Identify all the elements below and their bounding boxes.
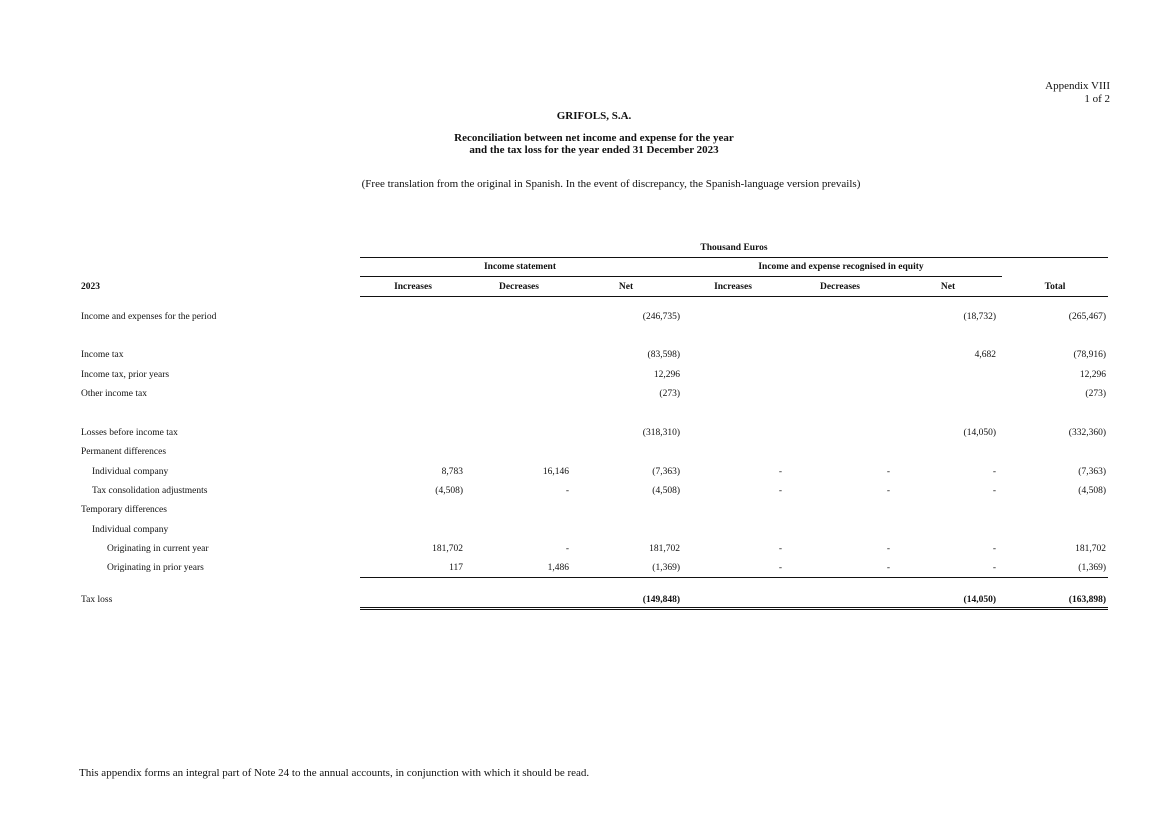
cell-eq-net: - — [992, 563, 996, 573]
cell-total: (78,916) — [1073, 350, 1106, 360]
cell-dec: 16,146 — [542, 467, 569, 477]
cell-net: (318,310) — [642, 428, 680, 438]
row-label: Income tax, prior years — [81, 370, 170, 380]
cell-net: (149,848) — [642, 595, 680, 605]
subtitle-line-2: and the tax loss for the year ended 31 December 2023 — [469, 144, 719, 156]
cell-total: (265,467) — [1068, 312, 1106, 322]
group-equity: Income and expense recognised in equity — [758, 262, 924, 272]
group-rule-equity — [680, 276, 1002, 277]
cell-total: 12,296 — [1079, 370, 1106, 380]
row-label: Temporary differences — [81, 505, 167, 515]
group-income-statement: Income statement — [483, 262, 557, 272]
cell-eq-inc: - — [778, 563, 782, 573]
col-header-increases: Increases — [394, 282, 432, 292]
row-label: Tax consolidation adjustments — [92, 486, 208, 496]
column-header-rule — [360, 296, 1108, 297]
company-name: GRIFOLS, S.A. — [556, 110, 632, 122]
row-label: Income and expenses for the period — [81, 312, 217, 322]
appendix-title: Appendix VIII — [1045, 80, 1110, 92]
row-label: Income tax — [81, 350, 124, 360]
year-label: 2023 — [81, 282, 100, 292]
row-label: Losses before income tax — [81, 428, 178, 438]
cell-inc: 181,702 — [432, 544, 463, 554]
cell-inc: (4,508) — [435, 486, 463, 496]
cell-eq-dec: - — [886, 544, 890, 554]
cell-total: (332,360) — [1068, 428, 1106, 438]
unit-header: Thousand Euros — [700, 243, 768, 253]
cell-eq-net: (18,732) — [963, 312, 996, 322]
subtotal-rule — [360, 577, 1108, 578]
cell-net: (83,598) — [647, 350, 680, 360]
cell-eq-net: - — [992, 544, 996, 554]
cell-total: 181,702 — [1075, 544, 1106, 554]
cell-eq-net: - — [992, 486, 996, 496]
cell-net: 12,296 — [653, 370, 680, 380]
cell-total: (1,369) — [1078, 563, 1106, 573]
cell-net: 181,702 — [649, 544, 680, 554]
cell-inc: 117 — [449, 563, 463, 573]
col-header-decreases: Decreases — [499, 282, 539, 292]
row-label: Tax loss — [81, 595, 113, 605]
col-header-net: Net — [618, 282, 634, 292]
cell-total: (163,898) — [1068, 595, 1106, 605]
cell-eq-net: (14,050) — [963, 428, 996, 438]
col-header-total: Total — [1044, 282, 1066, 292]
cell-net: (4,508) — [652, 486, 680, 496]
row-label: Originating in prior years — [107, 563, 204, 573]
row-label: Individual company — [92, 525, 169, 535]
cell-net: (246,735) — [642, 312, 680, 322]
translation-note: (Free translation from the original in Spanish. In the event of discrepancy, the Spanish-language version prevails) — [361, 178, 861, 190]
cell-total: (4,508) — [1078, 486, 1106, 496]
page-indicator: 1 of 2 — [1084, 93, 1110, 105]
cell-eq-inc: - — [778, 486, 782, 496]
col-header-equity-decreases: Decreases — [820, 282, 860, 292]
total-rule-bottom — [360, 609, 1108, 610]
header-rule — [360, 257, 1108, 258]
row-label: Permanent differences — [81, 447, 167, 457]
cell-eq-net: 4,682 — [974, 350, 996, 360]
col-header-equity-increases: Increases — [714, 282, 752, 292]
cell-net: (1,369) — [652, 563, 680, 573]
cell-eq-net: (14,050) — [963, 595, 996, 605]
cell-inc: 8,783 — [441, 467, 463, 477]
cell-dec: - — [565, 486, 569, 496]
cell-eq-inc: - — [778, 544, 782, 554]
cell-eq-inc: - — [778, 467, 782, 477]
cell-eq-net: - — [992, 467, 996, 477]
cell-eq-dec: - — [886, 563, 890, 573]
group-rule-income — [360, 276, 680, 277]
col-header-equity-net: Net — [940, 282, 956, 292]
total-rule-top — [360, 607, 1108, 608]
cell-eq-dec: - — [886, 486, 890, 496]
subtitle-line-1: Reconciliation between net income and expense for the year — [454, 132, 734, 144]
row-label: Individual company — [92, 467, 169, 477]
cell-dec: - — [565, 544, 569, 554]
cell-net: (7,363) — [652, 467, 680, 477]
cell-eq-dec: - — [886, 467, 890, 477]
row-label: Other income tax — [81, 389, 147, 399]
cell-net: (273) — [659, 389, 680, 399]
footer-note: This appendix forms an integral part of Note 24 to the annual accounts, in conjunction with which it should be read. — [79, 767, 590, 779]
cell-dec: 1,486 — [547, 563, 569, 573]
cell-total: (7,363) — [1078, 467, 1106, 477]
row-label: Originating in current year — [107, 544, 209, 554]
cell-total: (273) — [1085, 389, 1106, 399]
